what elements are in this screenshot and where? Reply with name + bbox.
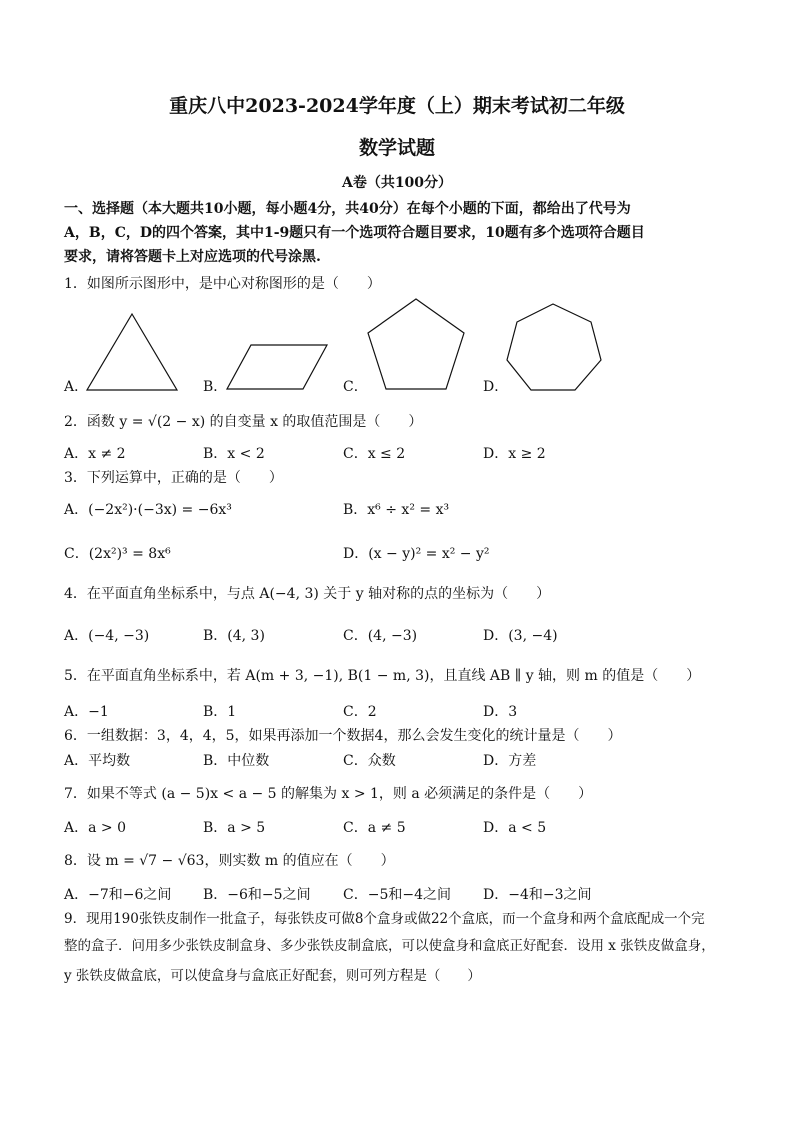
section-instructions-line3: 要求，请将答题卡上对应选项的代号涂黑. bbox=[64, 249, 321, 265]
q1-option-c: C． bbox=[343, 379, 368, 395]
question-9-stem-line1: 9．现用190张铁皮制作一批盒子，每张铁皮可做8个盒身或做22个盒底，而一个盒身和两个盒底配成一个完 bbox=[64, 911, 705, 927]
q8-option-a: A．−7和−6之间 bbox=[64, 887, 172, 903]
q5-option-b: B．1 bbox=[203, 704, 237, 720]
q6-option-b: B．中位数 bbox=[203, 753, 270, 769]
q7-option-d: D．a < 5 bbox=[483, 820, 547, 836]
q4-option-c: C．(4, −3) bbox=[343, 628, 418, 644]
q4-option-d: D．(3, −4) bbox=[483, 628, 558, 644]
question-8-stem: 8．设 m = √7 − √63，则实数 m 的值应在（ ） bbox=[64, 853, 395, 869]
question-1-stem: 1．如图所示图形中，是中心对称图形的是（ ） bbox=[64, 276, 381, 292]
question-3-stem: 3．下列运算中，正确的是（ ） bbox=[64, 470, 283, 486]
q2-option-c: C．x ≤ 2 bbox=[343, 446, 406, 462]
q3-option-d: D．(x − y)² = x² − y² bbox=[343, 546, 490, 562]
question-9-stem-line3: y 张铁皮做盒底，可以使盒身与盒底正好配套，则可列方程是（ ） bbox=[64, 968, 481, 984]
question-5-stem: 5．在平面直角坐标系中，若 A(m + 3, −1), B(1 − m, 3)，且直线 AB ∥ y 轴，则 m 的值是（ ） bbox=[64, 668, 701, 684]
q2-option-a: A．x ≠ 2 bbox=[64, 446, 126, 462]
q6-option-c: C．众数 bbox=[343, 753, 396, 769]
q7-option-b: B．a > 5 bbox=[203, 820, 266, 836]
q8-option-c: C．−5和−4之间 bbox=[343, 887, 451, 903]
heptagon-icon bbox=[505, 302, 603, 392]
q5-option-d: D．3 bbox=[483, 704, 518, 720]
q1-option-a: A． bbox=[64, 379, 89, 395]
q5-option-c: C．2 bbox=[343, 704, 377, 720]
exam-title: 重庆八中2023-2024学年度（上）期末考试初二年级 bbox=[169, 95, 625, 117]
q4-option-a: A．(−4, −3) bbox=[64, 628, 150, 644]
q5-option-a: A．−1 bbox=[64, 704, 109, 720]
question-7-stem: 7．如果不等式 (a − 5)x < a − 5 的解集为 x > 1，则 a 必须满足的条件是（ ） bbox=[64, 786, 593, 802]
q6-option-d: D．方差 bbox=[483, 753, 537, 769]
section-instructions-line2: A，B，C，D的四个答案，其中1-9题只有一个选项符合题目要求，10题有多个选项符合题目 bbox=[64, 225, 645, 241]
q1-option-b: B． bbox=[203, 379, 228, 395]
question-2-stem: 2．函数 y = √(2 − x) 的自变量 x 的取值范围是（ ） bbox=[64, 414, 423, 430]
q3-option-a: A．(−2x²)·(−3x) = −6x³ bbox=[64, 502, 232, 518]
subject-title: 数学试题 bbox=[358, 137, 435, 159]
q2-option-b: B．x < 2 bbox=[203, 446, 265, 462]
q8-option-d: D．−4和−3之间 bbox=[483, 887, 592, 903]
part-title: A卷（共100分） bbox=[341, 175, 453, 191]
q6-option-a: A．平均数 bbox=[64, 753, 131, 769]
pentagon-icon bbox=[366, 297, 466, 391]
q4-option-b: B．(4, 3) bbox=[203, 628, 265, 644]
q3-option-b: B．x⁶ ÷ x² = x³ bbox=[343, 502, 450, 518]
q2-option-d: D．x ≥ 2 bbox=[483, 446, 546, 462]
q7-option-c: C．a ≠ 5 bbox=[343, 820, 406, 836]
section-instructions-line1: 一、选择题（本大题共10小题，每小题4分，共40分）在每个小题的下面，都给出了代号为 bbox=[64, 201, 631, 217]
q8-option-b: B．−6和−5之间 bbox=[203, 887, 311, 903]
question-6-stem: 6．一组数据：3，4，4，5，如果再添加一个数据4，那么会发生变化的统计量是（ ） bbox=[64, 728, 622, 744]
question-9-stem-line2: 整的盒子．问用多少张铁皮制盒身、多少张铁皮制盒底，可以使盒身和盒底正好配套．设用 x 张铁皮做盒身， bbox=[64, 938, 715, 954]
q7-option-a: A．a > 0 bbox=[64, 820, 126, 836]
parallelogram-icon bbox=[225, 343, 330, 391]
question-4-stem: 4．在平面直角坐标系中，与点 A(−4, 3) 关于 y 轴对称的点的坐标为（ ） bbox=[64, 586, 551, 602]
q1-option-d: D． bbox=[483, 379, 509, 395]
q3-option-c: C．(2x²)³ = 8x⁶ bbox=[64, 546, 171, 562]
triangle-icon bbox=[85, 312, 180, 392]
